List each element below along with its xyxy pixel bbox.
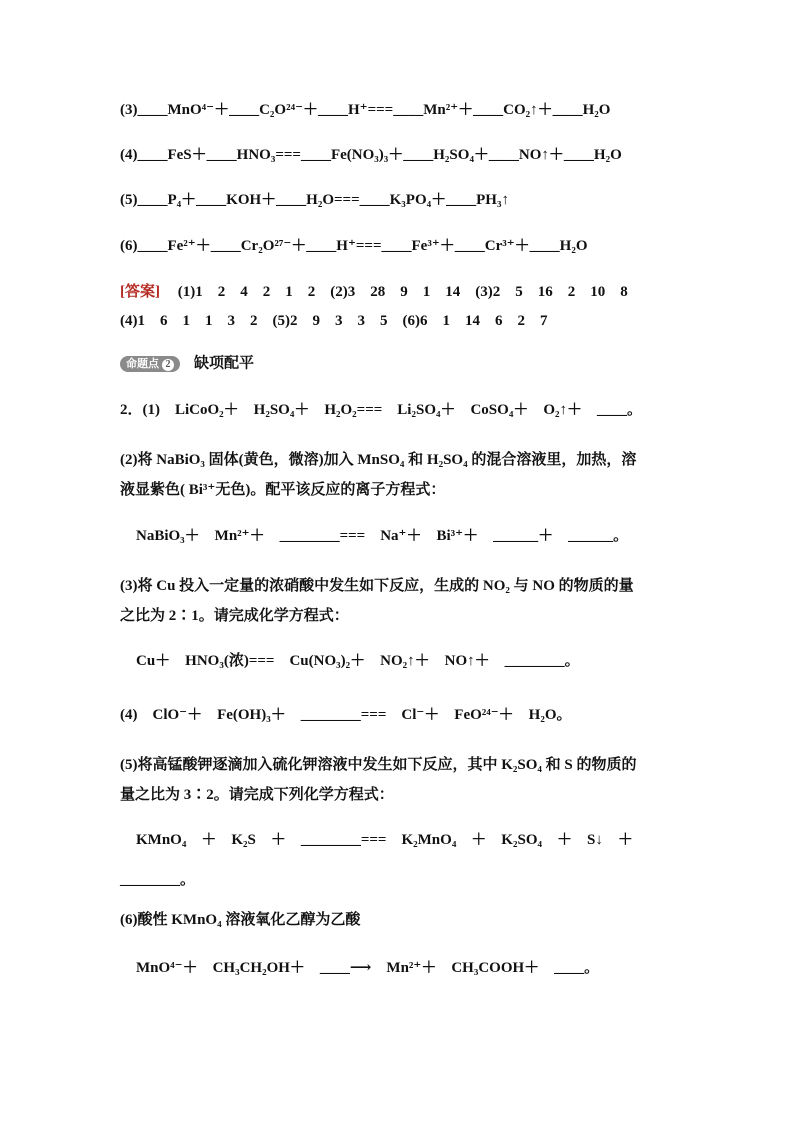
q2-part6-text: (6)酸性 KMnO₄ 溶液氧化乙醇为乙酸 [120,912,361,928]
section-badge [120,356,180,372]
answer-row-2: (4)1 6 1 1 3 2 (5)2 9 3 3 5 (6)6 1 14 6 2 7 [120,313,548,329]
q2-part2-text-b: 液显紫色( Bi³⁺无色)。配平该反应的离子方程式： [120,482,446,498]
q2-part3-equation: Cu＋ HNO₃(浓)=== Cu(NO₃)₂＋ NO₂↑＋ NO↑＋ ________。 [136,653,580,669]
equation-q4: (4)____FeS＋____HNO₃===____Fe(NO₃)₃＋____H₂SO₄＋____NO↑＋____H₂O [120,147,622,163]
section-title: 缺项配平 [194,355,255,372]
q2-part5-equation: KMnO₄ ＋ K₂S ＋ ________=== K₂MnO₄ ＋ K₂SO₄ ＋ S↓ ＋ [136,832,633,848]
equation-q5: (5)____P₄＋____KOH＋____H₂O===____K₃PO₄＋____PH₃↑ [120,192,509,208]
answer-values-1: (1)1 2 4 2 1 2 (2)3 28 9 1 14 (3)2 5 16 2 10 8 [177,284,628,300]
q2-part2-equation: NaBiO₃＋ Mn²⁺＋ ________=== Na⁺＋ Bi³⁺＋ ______＋ ______。 [136,528,629,544]
section-badge-number: 2 [162,359,174,371]
q2-part6-equation: MnO⁴⁻＋ CH₃CH₂OH＋ ____⟶ Mn²⁺＋ CH₃COOH＋ ____。 [136,960,600,976]
q2-part1: 2．(1) LiCoO₂＋ H₂SO₄＋ H₂O₂=== Li₂SO₄＋ CoSO₄＋ O₂↑＋ ____。 [120,402,642,418]
q2-part3-text-a: (3)将 Cu 投入一定量的浓硝酸中发生如下反应，生成的 NO₂ 与 NO 的物质的量 [120,578,634,594]
section-badge-text: 命题点 [126,357,159,370]
equation-q6: (6)____Fe²⁺＋____Cr₂O²⁷⁻＋____H⁺===____Fe³⁺＋____Cr³⁺＋____H₂O [120,238,588,254]
q2-part2-text-a: (2)将 NaBiO₃ 固体(黄色，微溶)加入 MnSO₄ 和 H₂SO₄ 的混合溶液里，加热，溶 [120,452,637,468]
q2-part3-text-b: 之比为 2∶1。请完成化学方程式： [120,608,349,624]
section-header [120,353,254,374]
q2-part4-equation: (4) ClO⁻＋ Fe(OH)₃＋ ________=== Cl⁻＋ FeO²⁴⁻＋ H₂O。 [120,707,572,723]
equation-q3: (3)____MnO⁴⁻＋____C₂O²⁴⁻＋____H⁺===____Mn²⁺＋____CO₂↑＋____H₂O [120,102,611,118]
answer-row-1 [120,282,628,302]
q2-part5-equation-cont: ________。 [120,872,196,888]
answer-label: [答案] [120,284,160,300]
q2-part5-text-b: 量之比为 3∶2。请完成下列化学方程式： [120,787,394,803]
q2-part5-text-a: (5)将高锰酸钾逐滴加入硫化钾溶液中发生如下反应，其中 K₂SO₄ 和 S 的物质的 [120,757,637,773]
